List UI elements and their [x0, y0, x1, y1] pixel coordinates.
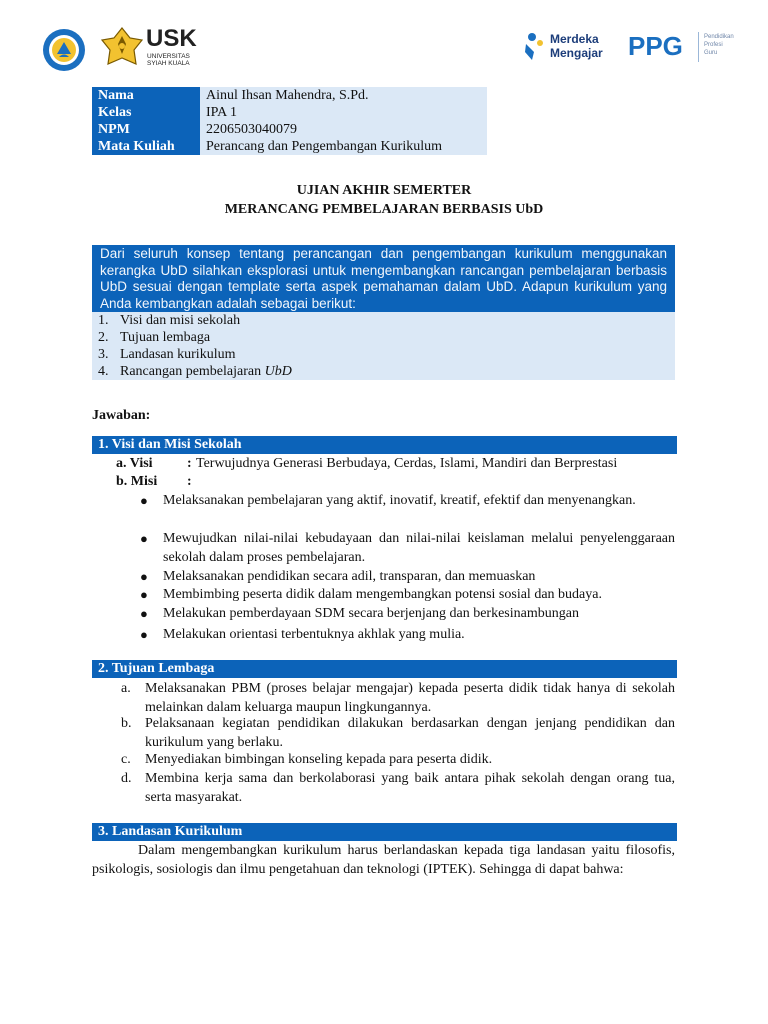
- ppg-logo: [628, 30, 748, 66]
- instruction-text: Dari seluruh konsep tentang perancangan dan pengembangan kurikulum menggunakan kerangka UbD silahkan eksplorasi untuk mengembangkan rancangan pembelajaran berbasis UbD sesuai dengan template serta aspek pemahaman dalam UbD. Adapun kurikulum yang Anda kembangkan adalah sebagai berikut:: [92, 245, 675, 312]
- bullet-icon: ●: [140, 493, 148, 508]
- tujuan-item: Pelaksanaan kegiatan pendidikan dilakukan berdasarkan dengan jenjang pendidikan dan kurikulum yang berlaku.: [145, 716, 675, 750]
- bullet-icon: ●: [140, 606, 148, 621]
- identity-value: 2206503040079: [200, 121, 487, 138]
- usk-logo: [100, 24, 196, 72]
- ppg-name: PPG: [628, 31, 683, 61]
- item-number: 4.: [98, 364, 109, 379]
- bullet-icon: ●: [140, 587, 148, 602]
- landasan-paragraph: Dalam mengembangkan kurikulum harus berlandaskan kepada tiga landasan yaitu filosofis, psikologis, sosiologis dan ilmu pengetahuan dan teknologi (IPTEK). Sehingga di dapat bahwa:: [92, 843, 675, 877]
- usk-name: USK: [146, 25, 197, 52]
- bullet-icon: ●: [140, 627, 148, 642]
- merdeka-line1: Merdeka: [550, 32, 599, 46]
- visi-label: a. Visi: [116, 456, 153, 471]
- section-heading-visi-misi: 1. Visi dan Misi Sekolah: [92, 436, 677, 454]
- identity-row-nama: [92, 87, 487, 104]
- item-text: Landasan kurikulum: [120, 347, 236, 362]
- identity-label: Mata Kuliah: [92, 138, 200, 155]
- ppg-sub2: Profesi: [704, 42, 723, 48]
- merdeka-mengajar-logo: [522, 30, 608, 68]
- section-heading-tujuan-lembaga: 2. Tujuan Lembaga: [92, 660, 677, 678]
- instruction-item: [98, 329, 675, 346]
- item-text: Visi dan misi sekolah: [120, 313, 241, 328]
- list-marker: c.: [121, 752, 131, 767]
- list-marker: a.: [121, 681, 131, 696]
- misi-colon: :: [187, 474, 192, 489]
- misi-item: Melakukan orientasi terbentuknya akhlak yang mulia.: [163, 627, 465, 642]
- item-text: Tujuan lembaga: [120, 330, 211, 345]
- identity-value: Perancang dan Pengembangan Kurikulum: [200, 138, 487, 155]
- list-marker: b.: [121, 716, 132, 731]
- list-marker: d.: [121, 771, 132, 786]
- instruction-item: [98, 363, 675, 380]
- instruction-list: [92, 312, 675, 380]
- usk-subtitle-2: SYIAH KUALA: [147, 60, 190, 67]
- ppg-sub3: Guru: [704, 50, 718, 56]
- merdeka-line2: Mengajar: [550, 46, 603, 60]
- misi-item: Melaksanakan pembelajaran yang aktif, inovatif, kreatif, efektif dan menyenangkan.: [163, 493, 636, 508]
- identity-value: IPA 1: [200, 104, 487, 121]
- identity-label: NPM: [92, 121, 200, 138]
- ppg-divider: [698, 32, 699, 62]
- tujuan-item: Melaksanakan PBM (proses belajar mengajar) kepada peserta didik tidak hanya di sekolah melainkan dalam keluarga maupun lingkungannya.: [145, 681, 675, 715]
- identity-table: [92, 87, 487, 155]
- section-heading-landasan-kurikulum: 3. Landasan Kurikulum: [92, 823, 677, 841]
- item-number: 2.: [98, 330, 109, 345]
- identity-row-npm: [92, 121, 487, 138]
- bullet-icon: ●: [140, 531, 148, 546]
- item-number: 1.: [98, 313, 109, 328]
- tujuan-item: Membina kerja sama dan berkolaborasi yang baik antara pihak sekolah dengan orang tua, serta masyarakat.: [145, 771, 675, 805]
- identity-value: Ainul Ihsan Mahendra, S.Pd.: [200, 87, 487, 104]
- item-number: 3.: [98, 347, 109, 362]
- tujuan-item: Menyediakan bimbingan konseling kepada para peserta didik.: [145, 752, 493, 767]
- visi-text: Terwujudnya Generasi Berbudaya, Cerdas, Islami, Mandiri dan Berprestasi: [196, 456, 618, 471]
- document-title-line1: UJIAN AKHIR SEMERTER: [296, 183, 472, 198]
- misi-item: Melaksanakan pendidikan secara adil, transparan, dan memuaskan: [163, 569, 536, 584]
- identity-row-kelas: [92, 104, 487, 121]
- item-text: Rancangan pembelajaran: [120, 364, 265, 379]
- misi-item: Melakukan pemberdayaan SDM secara berjenjang dan berkesinambungan: [163, 606, 579, 621]
- ppg-sub1: Pendidikan: [704, 34, 734, 40]
- kemdikbud-logo: [42, 28, 86, 72]
- misi-label: b. Misi: [116, 474, 158, 489]
- misi-item: Mewujudkan nilai-nilai kebudayaan dan nilai-nilai keislaman melalui penyelenggaraan sekolah dalam proses pembelajaran.: [163, 531, 675, 565]
- instruction-item: [98, 312, 675, 329]
- visi-colon: :: [187, 456, 192, 471]
- instruction-item: [98, 346, 675, 363]
- identity-row-mata-kuliah: [92, 138, 487, 155]
- identity-label: Kelas: [92, 104, 200, 121]
- identity-label: Nama: [92, 87, 200, 104]
- bullet-icon: ●: [140, 569, 148, 584]
- misi-item: Membimbing peserta didik dalam mengembangkan potensi sosial dan budaya.: [163, 587, 602, 602]
- usk-subtitle-1: UNIVERSITAS: [147, 53, 190, 60]
- answer-label: Jawaban:: [92, 408, 151, 423]
- document-title-line2: MERANCANG PEMBELAJARAN BERBASIS UbD: [224, 202, 544, 217]
- item-text-emphasis: UbD: [264, 364, 292, 379]
